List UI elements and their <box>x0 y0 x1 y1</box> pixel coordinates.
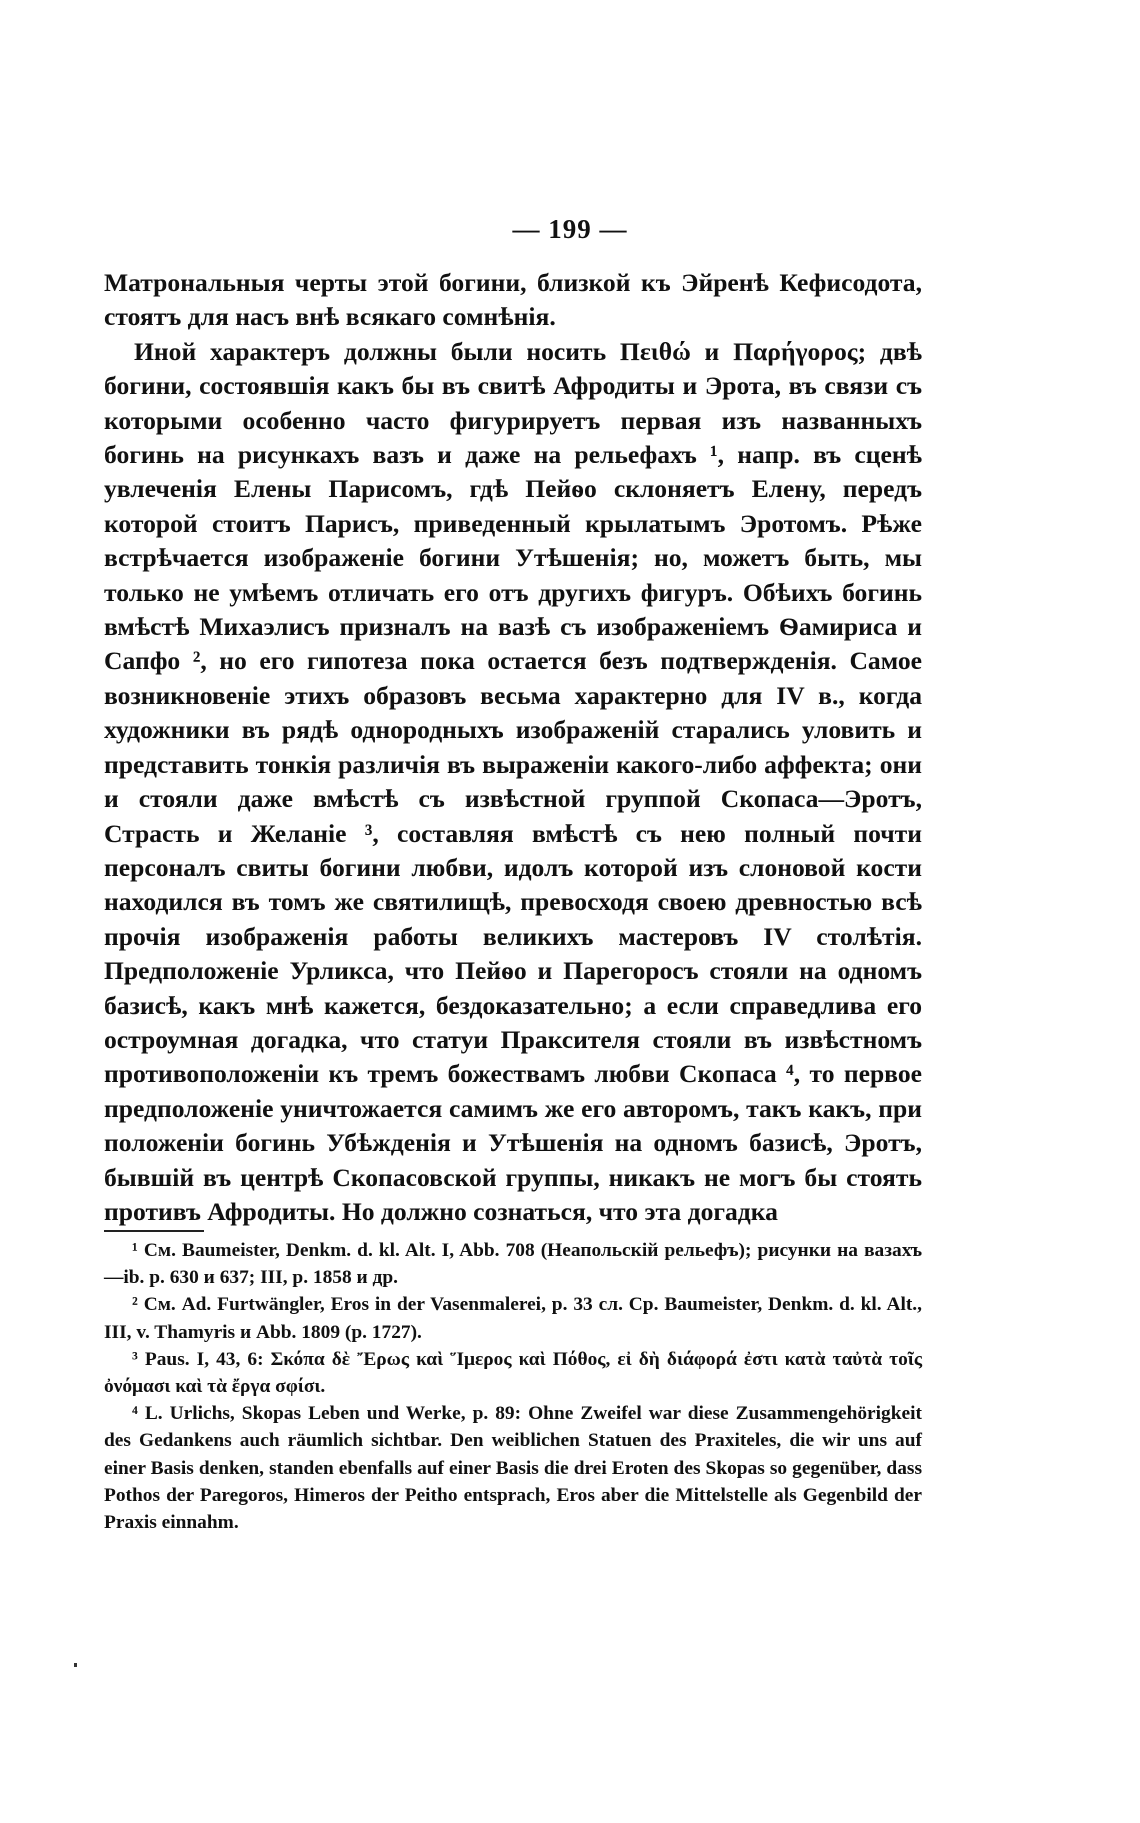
footnote-1: ¹ См. Baumeister, Denkm. d. kl. Alt. I, Abb. 708 (Неапольскій рельефъ); рисунки на вазахъ—ib. p. 630 и 637; III, p. 1858 и др. <box>104 1240 922 1289</box>
page-speck <box>74 1663 77 1667</box>
footnote-separator <box>104 1230 204 1232</box>
footnotes <box>104 1237 922 1536</box>
paragraph-2: Иной характеръ должны были носить Πειθώ и Παρήγορος; двѣ богини, состоявшія какъ бы въ свитѣ Афродиты и Эрота, въ связи съ которыми особенно часто фигурируетъ первая изъ названныхъ богинь на рисункахъ вазъ и даже на рельефахъ ¹, напр. въ сценѣ увлеченія Елены Парисомъ, гдѣ Пейѳо склоняетъ Елену, передъ которой стоитъ Парисъ, приведенный крылатымъ Эротомъ. Рѣже встрѣчается изображеніе богини Утѣшенія; но, можетъ быть, мы только не умѣемъ отличать его отъ другихъ фигуръ. Обѣихъ богинь вмѣстѣ Михаэлисъ призналъ на вазѣ съ изображеніемъ Ѳамириса и Сапфо ², но его гипотеза пока остается безъ подтвержденія. Самое возникновеніе этихъ образовъ весьма характерно для IV в., когда художники въ рядѣ однородныхъ изображеній старались уловить и представить тонкія различія въ выраженіи какого-либо аффекта; они и стояли даже вмѣстѣ съ извѣстной группой Скопаса—Эротъ, Страсть и Желаніе ³, составляя вмѣстѣ съ нею полный почти персоналъ свиты богини любви, идолъ которой изъ слоновой кости находился въ томъ же святилищѣ, превосходя своею древностью всѣ прочія изображенія работы великихъ мастеровъ IV столѣтія. Предположеніе Урликса, что Пейѳо и Парегоросъ стояли на одномъ базисѣ, какъ мнѣ кажется, бездоказательно; а если справедлива его остроумная догадка, что статуи Праксителя стояли въ извѣстномъ противоположеніи къ тремъ божествамъ любви Скопаса ⁴, то первое предположеніе уничтожается самимъ же его авторомъ, такъ какъ, при положеніи богинь Убѣжденія и Утѣшенія на одномъ базисѣ, Эротъ, бывшій въ центрѣ Скопасовской группы, никакъ не могъ бы стоять противъ Афродиты. Но должно сознаться, что эта догадка <box>104 336 922 1226</box>
paragraph-1: Матрональныя черты этой богини, близкой къ Эйренѣ Кефисодота, стоятъ для насъ внѣ всякаго сомнѣнія. <box>104 268 922 332</box>
footnote-4: ⁴ L. Urlichs, Skopas Leben und Werke, p. 89: Ohne Zweifel war diese Zusammengehörigkeit des Gedankens auch räumlich sichtbar. Den weiblichen Statuen des Praxiteles, die wir uns auf einer Basis denken, standen ebenfalls auf einer Basis die drei Eroten des Skopas so gegenüber, dass Pothos der Paregoros, Himeros der Peitho entsprach, Eros aber die Mittelstelle als Gegenbild der Praxis einnahm. <box>104 1403 922 1534</box>
page-number: — 199 — <box>512 214 628 244</box>
main-text <box>104 266 922 1229</box>
footnote-2: ² См. Ad. Furtwängler, Eros in der Vasenmalerei, p. 33 сл. Ср. Baumeister, Denkm. d. kl. Alt., III, v. Thamyris и Abb. 1809 (p. 1727). <box>104 1294 922 1343</box>
footnote-3: ³ Paus. I, 43, 6: Σκόπα δὲ Ἔρως καὶ Ἵμερος καὶ Πόθος, εἰ δὴ διάφορά ἐστι κατὰ ταὐτὰ τοῖς ὀνόμασι καὶ τὰ ἔργα σφίσι. <box>104 1348 922 1398</box>
